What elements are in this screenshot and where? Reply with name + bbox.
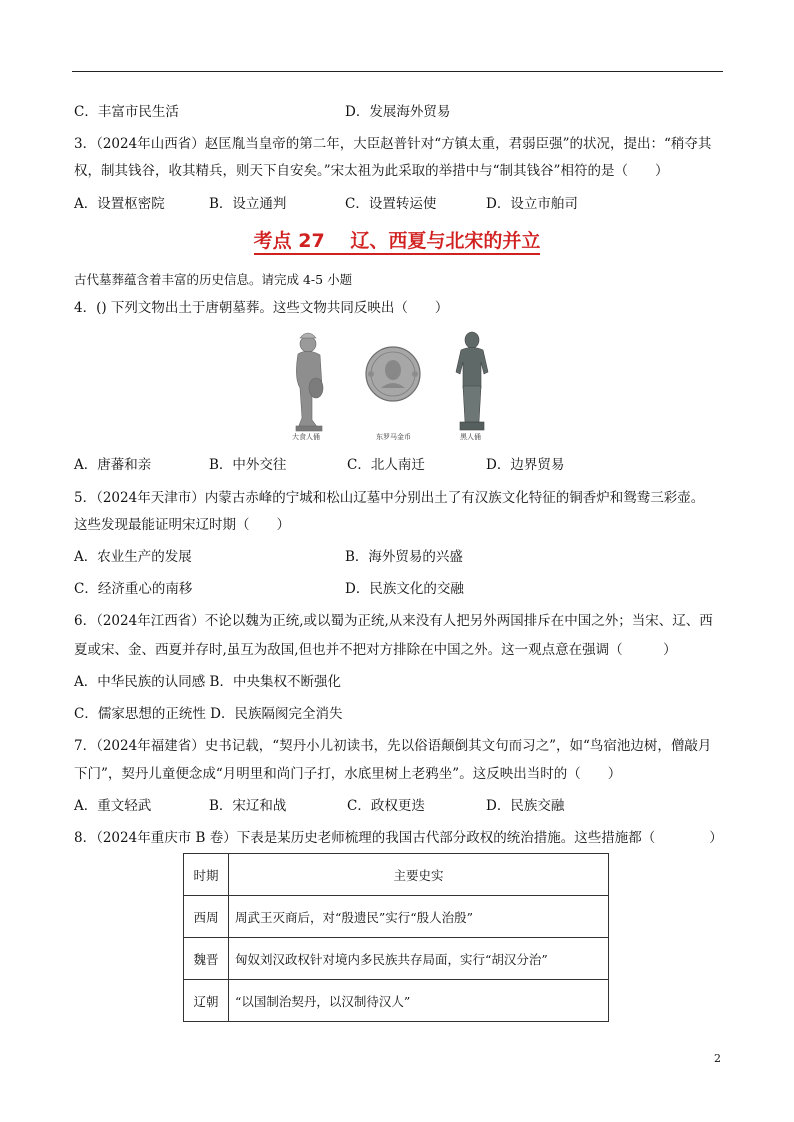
q7-option-c: C．政权更迭	[347, 798, 425, 814]
q6-stem-line1: 6．（2024年江西省）不论以魏为正统,或以蜀为正统,从来没有人把另外两国排斥在中国之外；当宋、辽、西	[74, 613, 713, 629]
q5-option-b: B．海外贸易的兴盛	[345, 549, 463, 565]
q4-stem: 4．() 下列文物出土于唐朝墓葬。这些文物共同反映出（ ）	[74, 300, 449, 316]
q3-stem-line1: 3．（2024年山西省）赵匡胤当皇帝的第二年，大臣赵普针对“方镇太重，君弱臣强”的状况，提出：“稍夺其	[74, 136, 712, 152]
table-header-facts: 主要史实	[229, 854, 609, 896]
q3-stem-line2: 权，制其钱谷，收其精兵，则天下自安矣。”宋太祖为此采取的举措中与“制其钱谷”相符的是（ ）	[74, 163, 669, 179]
q5-option-a: A．农业生产的发展	[74, 549, 192, 565]
q4-option-a: A．唐蕃和亲	[74, 457, 152, 473]
q6-options-cd: C．儒家思想的正统性 D．民族隔阂完全消失	[74, 706, 343, 722]
table-cell-period: 西周	[184, 896, 229, 938]
q7-option-d: D．民族交融	[486, 798, 565, 814]
q5-stem-line2: 这些发现最能证明宋辽时期（ ）	[74, 517, 290, 533]
table-cell-fact: 匈奴刘汉政权针对境内多民族共存局面，实行“胡汉分治”	[229, 938, 609, 980]
q7-stem-line2: 下门”，契丹儿童便念成“月明里和尚门子打，水底里树上老鸦坐”。这反映出当时的（ ）	[74, 766, 622, 782]
page-number: 2	[714, 1052, 721, 1065]
q3-option-c: C．设置转运使	[345, 196, 437, 212]
table-header-period: 时期	[184, 854, 229, 896]
q5-stem-line1: 5．（2024年天津市）内蒙古赤峰的宁城和松山辽墓中分别出土了有汉族文化特征的铜香炉和鸳鸯三彩壶。	[74, 490, 705, 506]
q6-options-ab: A．中华民族的认同感 B．中央集权不断强化	[74, 674, 341, 690]
q4-option-c: C．北人南迁	[347, 457, 425, 473]
artifact-caption-3: 黑人俑	[460, 433, 481, 441]
history-table	[183, 853, 609, 1022]
header-rule	[72, 71, 723, 72]
table-cell-period: 辽朝	[184, 980, 229, 1022]
table-cell-fact: 周武王灭商后，对“殷遗民”实行“殷人治殷”	[229, 896, 609, 938]
table-cell-period: 魏晋	[184, 938, 229, 980]
artifact-caption-2: 东罗马金币	[376, 433, 411, 441]
q7-option-a: A．重文轻武	[74, 798, 152, 814]
q8-stem: 8．（2024年重庆市 B 卷）下表是某历史老师梳理的我国古代部分政权的统治措施。这些措施都（ ）	[74, 830, 723, 846]
table-row	[184, 896, 609, 938]
artifact-caption-1: 大食人俑	[292, 433, 320, 441]
q3-option-b: B．设立通判	[209, 196, 287, 212]
q4-option-d: D．边界贸易	[486, 457, 565, 473]
q3-option-d: D．设立市舶司	[486, 196, 578, 212]
q7-stem-line1: 7．（2024年福建省）史书记载，“契丹小儿初读书，先以俗语颠倒其文句而习之”，如“鸟宿池边树，僧敲月	[74, 738, 712, 754]
q7-option-b: B．宋辽和战	[209, 798, 287, 814]
table-row	[184, 980, 609, 1022]
artifact-images	[282, 328, 502, 446]
q3-option-a: A．设置枢密院	[74, 196, 165, 212]
table-cell-fact: “以国制治契丹，以汉制待汉人”	[229, 980, 609, 1022]
table-header-row	[184, 854, 609, 896]
q5-option-c: C．经济重心的南移	[74, 581, 193, 597]
q2-option-d: D．发展海外贸易	[345, 104, 451, 120]
arab-figurine-image	[296, 333, 323, 431]
artifact-figures	[282, 328, 502, 432]
q5-option-d: D．民族文化的交融	[345, 581, 464, 597]
african-figurine-image	[456, 332, 488, 430]
q2-option-c: C．丰富市民生活	[74, 104, 179, 120]
q6-stem-line2: 夏或宋、金、西夏并存时,虽互为敌国,但也并不把对方排除在中国之外。这一观点意在强调（ ）	[74, 642, 677, 658]
section-title: 考点 27 辽、西夏与北宋的并立	[0, 229, 794, 253]
section-intro: 古代墓葬蕴含着丰富的历史信息。请完成 4-5 小题	[74, 272, 353, 287]
q4-option-b: B．中外交往	[209, 457, 287, 473]
table-row	[184, 938, 609, 980]
gold-coin-image	[366, 347, 420, 401]
